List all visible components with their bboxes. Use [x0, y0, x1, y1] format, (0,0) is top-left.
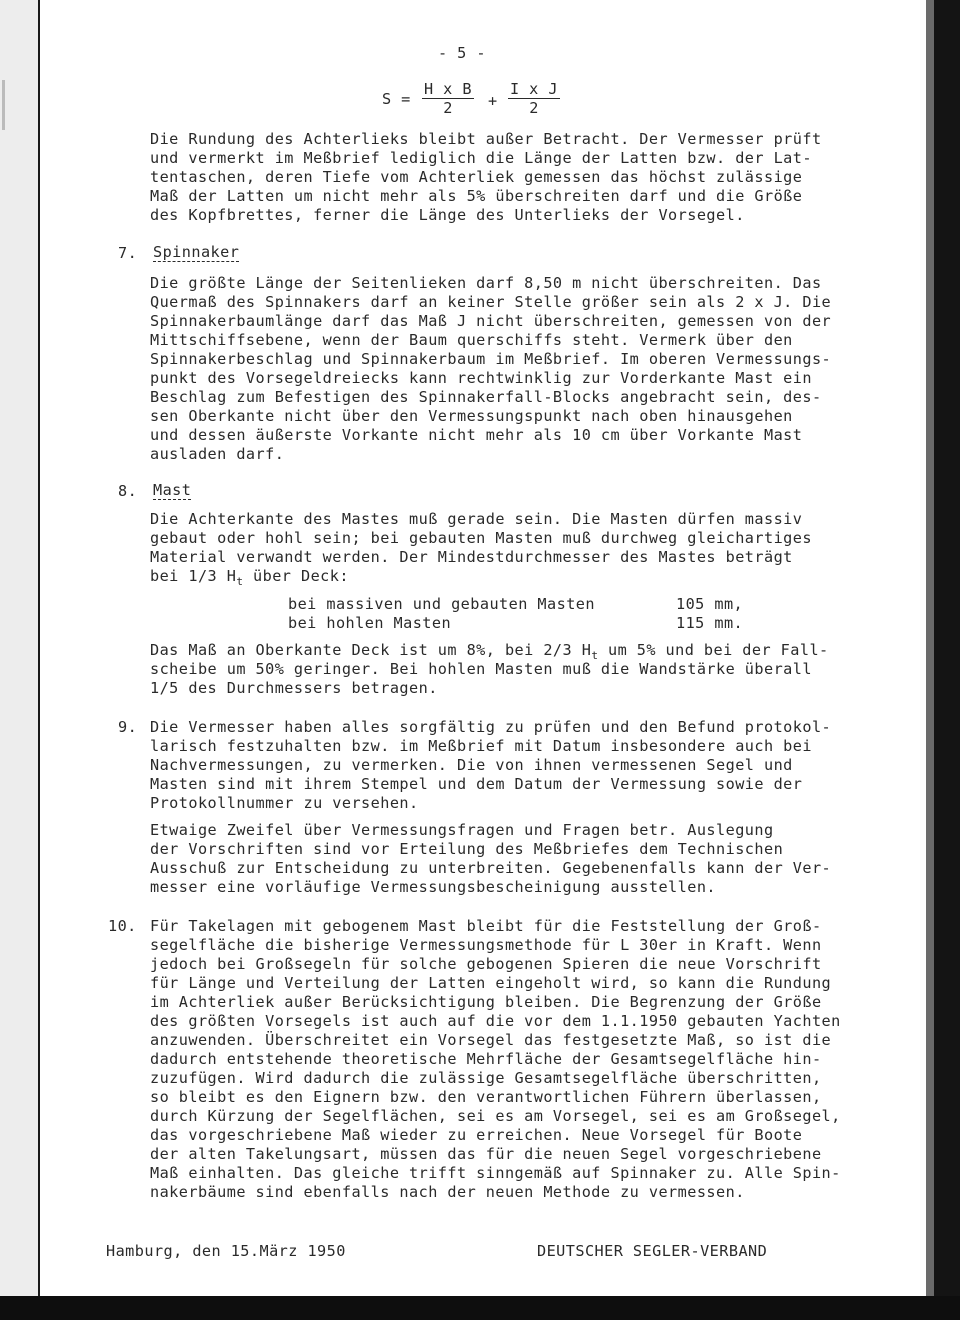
subscript: t: [236, 575, 244, 589]
text-line: und dessen äußerste Vorkante nicht mehr als 10 cm über Vorkante Mast: [150, 426, 803, 444]
text-line: das vorgeschriebene Maß wieder zu erreichen. Neue Vorsegel für Boote: [150, 1126, 803, 1144]
line-part: Das Maß an Oberkante Deck ist um 8%, bei 2/3 H: [150, 641, 592, 659]
text-line: Die Rundung des Achterlieks bleibt außer Betracht. Der Vermesser prüft: [150, 130, 822, 148]
section-7-heading: Spinnaker: [153, 243, 240, 261]
text-line: Material verwandt werden. Der Mindestdurchmesser des Mastes beträgt: [150, 548, 793, 566]
text-line: anzuwenden. Überschreitet ein Vorsegel das festgesetzte Maß, so ist die: [150, 1031, 832, 1049]
page-number: - 5 -: [438, 44, 486, 62]
text-line: Für Takelagen mit gebogenem Mast bleibt für die Feststellung der Groß-: [150, 917, 822, 935]
scan-right-margin: [934, 0, 960, 1298]
formula-lhs: S =: [382, 90, 411, 108]
text-line: Quermaß des Spinnakers darf an keiner Stelle größer sein als 2 x J. Die: [150, 293, 832, 311]
text-line: Maß einhalten. Das gleiche trifft sinngemäß auf Spinnaker zu. Alle Spin-: [150, 1164, 841, 1182]
text-line: ausladen darf.: [150, 445, 285, 463]
text-line: für Länge und Verteilung der Latten eingeholt wird, so kann die Rundung: [150, 974, 832, 992]
fraction-2-numerator: I x J: [510, 80, 558, 98]
intro-paragraph: [150, 130, 822, 225]
section-8-number: 8.: [118, 482, 138, 500]
text-line: der Vorschriften sind vor Erteilung des Meßbriefes dem Technischen: [150, 840, 784, 858]
mast-table-row-1-label: bei massiven und gebauten Masten: [288, 595, 595, 613]
section-9-body: [150, 718, 831, 813]
text-line: punkt des Vorsegeldreiecks kann rechtwinklig zur Vorderkante Mast ein: [150, 369, 812, 387]
text-line: gebaut oder hohl sein; bei gebauten Masten muß durchweg gleichartiges: [150, 529, 812, 547]
subscript: t: [591, 649, 599, 663]
formula-plus: +: [488, 92, 498, 110]
text-line: nakerbäume sind ebenfalls nach der neuen Methode zu vermessen.: [150, 1183, 745, 1201]
text-line: segelfläche die bisherige Vermessungsmethode für L 30er in Kraft. Wenn: [150, 936, 822, 954]
text-line: tentaschen, deren Tiefe vom Achterliek gemessen das höchst zulässige: [150, 168, 803, 186]
text-line: Masten sind mit ihrem Stempel und dem Datum der Vermessung sowie der: [150, 775, 803, 793]
text-line: Mittschiffsebene, wenn der Baum querschiffs steht. Vermerk über den: [150, 331, 793, 349]
sail-area-formula: [382, 80, 582, 124]
text-line: [150, 641, 829, 663]
mast-table-row-1-value: 105 mm,: [676, 595, 744, 613]
text-line: Maß der Latten um nicht mehr als 5% überschreiten darf und die Größe: [150, 187, 803, 205]
mast-table-row-2-label: bei hohlen Masten: [288, 614, 452, 632]
fraction-2-denominator: 2: [529, 99, 539, 117]
line-part: bei 1/3 H: [150, 567, 237, 585]
section-10-number: 10.: [108, 917, 137, 935]
text-line: so bleibt es den Eignern bzw. den verantwortlichen Führern überlassen,: [150, 1088, 822, 1106]
formula-fraction-2: [508, 80, 560, 117]
text-line: Die Achterkante des Mastes muß gerade sein. Die Masten dürfen massiv: [150, 510, 803, 528]
section-8-heading: Mast: [153, 481, 192, 499]
section-8-body: [150, 510, 812, 589]
section-8-body-continued: [150, 641, 829, 698]
line-part: über Deck:: [243, 567, 349, 585]
text-line: 1/5 des Durchmessers betragen.: [150, 679, 438, 697]
section-7-number: 7.: [118, 244, 138, 262]
section-9-number: 9.: [118, 718, 138, 736]
fraction-1-denominator: 2: [443, 99, 453, 117]
text-line: des größten Vorsegels ist auch auf die vor dem 1.1.1950 gebauten Yachten: [150, 1012, 841, 1030]
line-part: um 5% und bei der Fall-: [598, 641, 829, 659]
text-line: sen Oberkante nicht über den Vermessungspunkt nach oben hinausgehen: [150, 407, 793, 425]
section-9-body-continued: [150, 821, 831, 897]
text-line: Die größte Länge der Seitenlieken darf 8,50 m nicht überschreiten. Das: [150, 274, 822, 292]
footer-organization: DEUTSCHER SEGLER-VERBAND: [537, 1242, 768, 1260]
text-line: Ausschuß zur Entscheidung zu unterbreiten. Gegebenenfalls kann der Ver-: [150, 859, 832, 877]
text-line: und vermerkt im Meßbrief lediglich die Länge der Latten bzw. der Lat-: [150, 149, 812, 167]
text-line: jedoch bei Großsegeln für solche gebogenen Spieren die neue Vorschrift: [150, 955, 822, 973]
formula-fraction-1: [422, 80, 474, 117]
section-10-body: [150, 917, 841, 1202]
text-line: messer eine vorläufige Vermessungsbescheinigung ausstellen.: [150, 878, 717, 896]
text-line: durch Kürzung der Segelflächen, sei es am Vorsegel, sei es am Großsegel,: [150, 1107, 841, 1125]
mast-table-row-2-value: 115 mm.: [676, 614, 744, 632]
footer-place-date: Hamburg, den 15.März 1950: [106, 1242, 346, 1260]
text-line: des Kopfbrettes, ferner die Länge des Unterlieks der Vorsegel.: [150, 206, 745, 224]
fraction-1-numerator: H x B: [424, 80, 472, 98]
text-line: Etwaige Zweifel über Vermessungsfragen und Fragen betr. Auslegung: [150, 821, 774, 839]
text-line: dadurch entstehende theoretische Mehrfläche der Gesamtsegelfläche hin-: [150, 1050, 822, 1068]
text-line: der alten Takelungsart, müssen das für die neuen Segel vorgeschriebene: [150, 1145, 822, 1163]
text-line: Spinnakerbaumlänge darf das Maß J nicht überschreiten, gemessen von der: [150, 312, 832, 330]
text-line: im Achterliek außer Berücksichtigung bleiben. Die Begrenzung der Größe: [150, 993, 822, 1011]
text-line: larisch festzuhalten bzw. im Meßbrief mit Datum insbesondere auch bei: [150, 737, 812, 755]
text-line: zuzufügen. Wird dadurch die zulässige Gesamtsegelfläche überschritten,: [150, 1069, 822, 1087]
section-7-body: [150, 274, 831, 464]
text-line: Beschlag zum Befestigen des Spinnakerfall-Blocks angebracht sein, des-: [150, 388, 822, 406]
text-line: Die Vermesser haben alles sorgfältig zu prüfen und den Befund protokol-: [150, 718, 832, 736]
text-line: scheibe um 50% geringer. Bei hohlen Masten muß die Wandstärke überall: [150, 660, 812, 678]
text-line: Spinnakerbeschlag und Spinnakerbaum im Meßbrief. Im oberen Vermessungs-: [150, 350, 832, 368]
text-line: Protokollnummer zu versehen.: [150, 794, 419, 812]
scan-bottom-margin: [0, 1296, 960, 1320]
text-line: [150, 567, 812, 589]
text-line: Nachvermessungen, zu vermerken. Die von ihnen vermessenen Segel und: [150, 756, 793, 774]
